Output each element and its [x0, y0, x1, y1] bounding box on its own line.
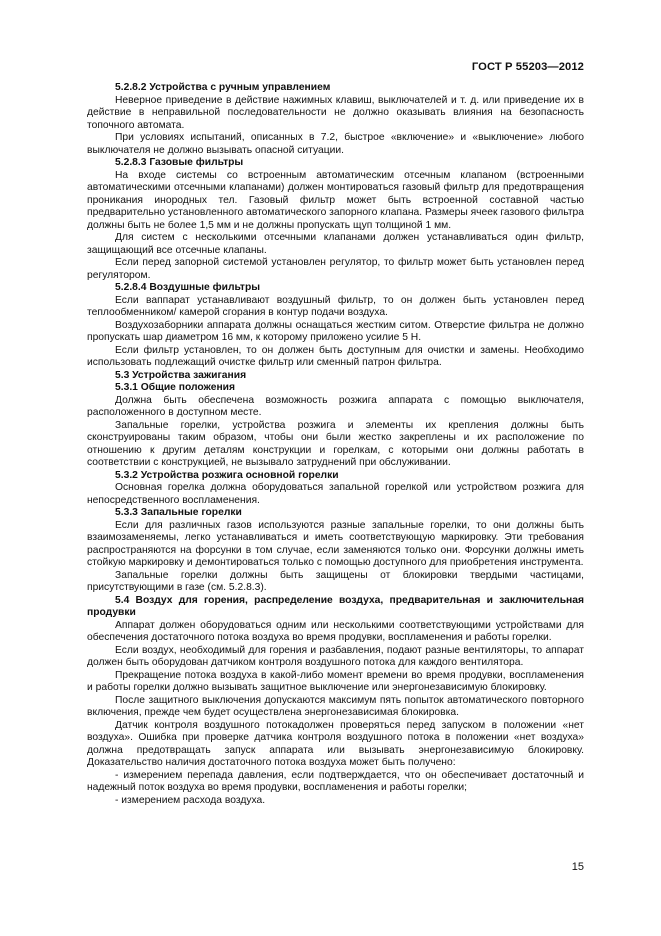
paragraph: После защитного выключения допускаются максимум пять попыток автоматического повторного включения, прежде чем будет осуществлена энергонезависимая блокировка. — [87, 694, 584, 718]
document-body — [87, 82, 584, 807]
paragraph: Запальные горелки должны быть защищены от блокировки твердыми частицами, присутствующими в газе (см. 5.2.8.3). — [87, 569, 584, 593]
section-heading: 5.4 Воздух для горения, распределение воздуха, предварительная и заключительная продувки — [87, 594, 584, 618]
paragraph: Аппарат должен оборудоваться одним или несколькими соответствующими устройствами для обеспечения достаточного потока воздуха во время продувки, воспламенения и работы горелки. — [87, 619, 584, 643]
paragraph: Воздухозаборники аппарата должны оснащаться жестким ситом. Отверстие фильтра не должно пропускать шар диаметром 16 мм, к которому приложено усилие 5 Н. — [87, 319, 584, 343]
list-item: - измерением перепада давления, если подтверждается, что он обеспечивает достаточный и надежный поток воздуха во время продувки, воспламенения и работы горелки; — [87, 769, 584, 793]
section-heading: 5.3.3 Запальные горелки — [115, 507, 242, 518]
section-heading: 5.2.8.2 Устройства с ручным управлением — [115, 82, 331, 93]
paragraph: Если ваппарат устанавливают воздушный фильтр, то он должен быть установлен перед теплообменником/ камерой сгорания в контур подачи воздуха. — [87, 294, 584, 318]
paragraph: Прекращение потока воздуха в какой-либо момент времени во время продувки, воспламенения и работы горелки должно вызывать защитное выключение или энергонезависимую блокировку. — [87, 669, 584, 693]
paragraph: На входе системы со встроенным автоматическим отсечным клапаном (встроенными автоматическими отсечными клапанами) должен монтироваться газовый фильтр для предотвращения проникания инородных тел. Газовый фильтр может быть встроенной составной частью предварительно установленного автоматического запорного клапана. Размеры ячеек газового фильтра должны быть не более 1,5 мм и не должны пропускать щуп толщиной 1 мм. — [87, 169, 584, 231]
page-number: 15 — [571, 861, 584, 873]
paragraph: Если воздух, необходимый для горения и разбавления, подают разные вентиляторы, то аппарат должен быть оборудован датчиком контроля воздушного потока для каждого вентилятора. — [87, 644, 584, 668]
paragraph: Если для различных газов используются разные запальные горелки, то они должны быть взаимозаменяемы, легко устанавливаться и иметь соответствующую маркировку. Эти требования распространяются на форсунки в том случае, если заменяются только они. Форсунки должны иметь стойкую маркировку и демонтироваться только с помощью доступного для приобретения инструмента. — [87, 519, 584, 568]
paragraph: Если перед запорной системой установлен регулятор, то фильтр может быть установлен перед регулятором. — [87, 257, 584, 281]
paragraph: Неверное приведение в действие нажимных клавиш, выключателей и т. д. или приведение их в действие в неправильной последовательности не должно оказывать влияния на безопасность топочного автомата. — [87, 94, 584, 131]
paragraph: При условиях испытаний, описанных в 7.2, быстрое «включение» и «выключение» любого выключателя не должно вызывать опасной ситуации. — [87, 132, 584, 156]
list-item: - измерением расхода воздуха. — [115, 794, 266, 806]
section-heading: 5.2.8.4 Воздушные фильтры — [115, 282, 261, 293]
section-heading: 5.3 Устройства зажигания — [115, 369, 247, 381]
paragraph: Должна быть обеспечена возможность розжига аппарата с помощью выключателя, расположенного в доступном месте. — [87, 394, 584, 418]
section-heading: 5.3.1 Общие положения — [115, 382, 235, 393]
document-code: ГОСТ Р 55203—2012 — [471, 61, 584, 73]
paragraph: Для систем с несколькими отсечными клапанами должен устанавливаться один фильтр, защищающий все отсечные клапаны. — [87, 232, 584, 256]
paragraph: Запальные горелки, устройства розжига и элементы их крепления должны быть сконструированы таким образом, чтобы они были жестко закреплены и их расположение по отношению к другим деталям конструкции и горелкам, с которыми они должны работать в соответствии с конструкцией, не вызывало затруднений при обслуживании. — [87, 419, 584, 468]
paragraph: Датчик контроля воздушного потокадолжен проверяться перед запуском в положении «нет воздуха». Ошибка при проверке датчика контроля воздушного потока в положении «нет воздуха» должна предотвращать запуск аппарата или вызывать энергонезависимую блокировку. Доказательство наличия достаточного потока воздуха может быть получено: — [87, 719, 584, 768]
paragraph: Если фильтр установлен, то он должен быть доступным для очистки и замены. Необходимо использовать подлежащий очистке фильтр или сменный патрон фильтра. — [87, 344, 584, 368]
paragraph: Основная горелка должна оборудоваться запальной горелкой или устройством розжига для непосредственного воспламенения. — [87, 482, 584, 506]
section-heading: 5.2.8.3 Газовые фильтры — [115, 157, 244, 168]
section-heading: 5.3.2 Устройства розжига основной горелки — [115, 469, 339, 481]
